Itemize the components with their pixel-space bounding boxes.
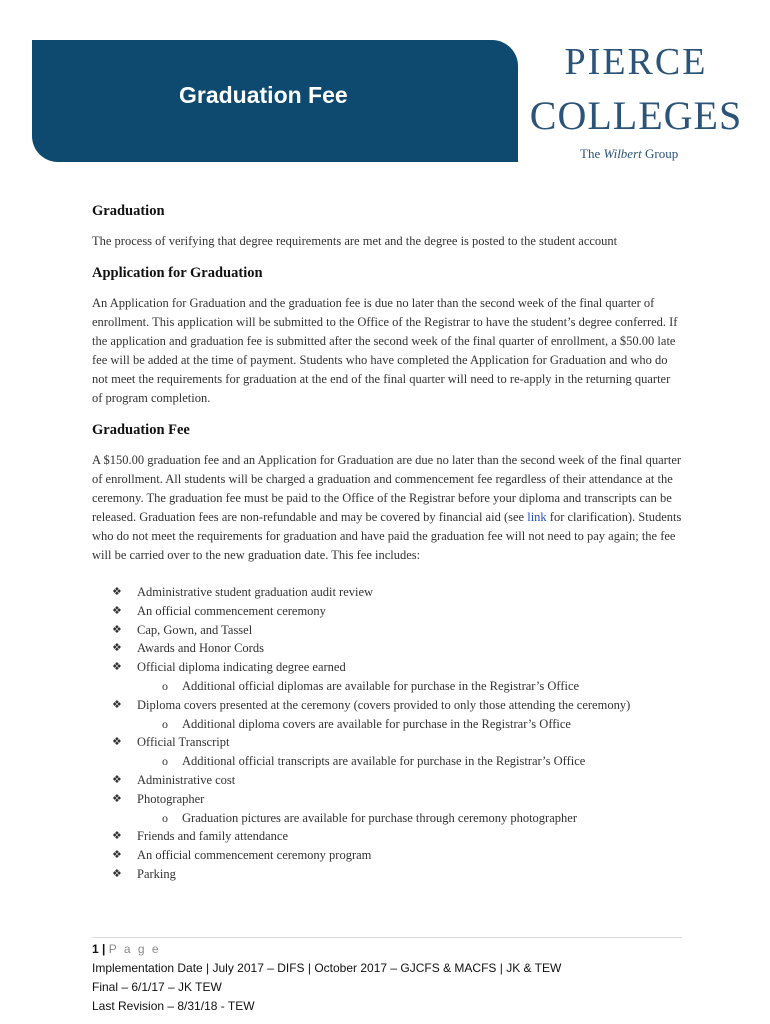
footer-last-revision: Last Revision – 8/31/18 - TEW bbox=[92, 999, 255, 1013]
sub-list-item: o Additional diploma covers are available for purchase in the Registrar’s Office bbox=[92, 715, 682, 734]
page-number: 1 bbox=[92, 942, 99, 956]
list-item: ❖ Administrative cost bbox=[92, 771, 682, 790]
circle-bullet-icon: o bbox=[162, 716, 168, 731]
diamond-bullet-icon: ❖ bbox=[112, 866, 122, 880]
financial-aid-link[interactable]: link bbox=[527, 510, 547, 524]
diamond-bullet-icon: ❖ bbox=[112, 848, 122, 862]
list-item: ❖ Friends and family attendance bbox=[92, 827, 682, 846]
circle-bullet-icon: o bbox=[162, 754, 168, 769]
pierce-colleges-logo bbox=[522, 38, 750, 166]
diamond-bullet-icon: ❖ bbox=[112, 772, 122, 786]
diamond-bullet-icon: ❖ bbox=[112, 622, 122, 636]
page-label: P a g e bbox=[108, 942, 161, 956]
list-item: ❖ An official commencement ceremony program bbox=[92, 846, 682, 865]
list-item: ❖ Official Transcript bbox=[92, 733, 682, 752]
list-item: ❖ Photographer bbox=[92, 790, 682, 809]
logo-group: Group bbox=[645, 146, 679, 161]
diamond-bullet-icon: ❖ bbox=[112, 829, 122, 843]
sub-list-item: o Additional official diplomas are available for purchase in the Registrar’s Office bbox=[92, 677, 682, 696]
page-separator: | bbox=[102, 942, 106, 956]
diamond-bullet-icon: ❖ bbox=[112, 791, 122, 805]
list-item: ❖ Awards and Honor Cords bbox=[92, 639, 682, 658]
logo-the: The bbox=[580, 146, 601, 161]
diamond-bullet-icon: ❖ bbox=[112, 660, 122, 674]
diamond-bullet-icon: ❖ bbox=[112, 697, 122, 711]
fee-includes-list bbox=[92, 583, 682, 884]
logo-line-colleges: COLLEGES bbox=[529, 93, 743, 138]
footer-implementation-date: Implementation Date | July 2017 – DIFS | October 2017 – GJCFS & MACFS | JK & TEW bbox=[92, 961, 562, 975]
fee-text-part1: A $150.00 graduation fee and an Application for Graduation are due no later than the second week of the final quarter of enrollment. All students will be charged a graduation and commencement fee regardless of their attendance at the ceremony. The graduation fee must be paid to the Office of the Registrar before your diploma and transcripts can be released. Graduation fees are non-refundable and may be covered by financial aid (see bbox=[92, 453, 682, 524]
list-item: ❖ Parking bbox=[92, 865, 682, 884]
section-body-application: An Application for Graduation and the graduation fee is due no later than the second week of the final quarter of enrollment. This application will be submitted to the Office of the Registrar to have the student’s degree conferred. If the application and graduation fee is submitted after the second week of the final quarter of enrollment, a $50.00 late fee will be added at the time of payment. Students who have completed the Application for Graduation and who do not meet the requirements for graduation at the end of the final quarter will need to re-apply in the returning quarter of program completion. bbox=[92, 296, 678, 405]
page-number-line bbox=[92, 940, 561, 959]
list-item: ❖ An official commencement ceremony bbox=[92, 602, 682, 621]
list-item: ❖ Official diploma indicating degree earned bbox=[92, 658, 682, 677]
circle-bullet-icon: o bbox=[162, 810, 168, 825]
document-body bbox=[92, 203, 682, 884]
footer-final: Final – 6/1/17 – JK TEW bbox=[92, 980, 222, 994]
list-item: ❖ Administrative student graduation audit review bbox=[92, 583, 682, 602]
diamond-bullet-icon: ❖ bbox=[112, 641, 122, 655]
page-title: Graduation Fee bbox=[179, 82, 348, 108]
circle-bullet-icon: o bbox=[162, 678, 168, 693]
page-footer bbox=[92, 940, 561, 1016]
sub-list-item: o Additional official transcripts are available for purchase in the Registrar’s Office bbox=[92, 752, 682, 771]
list-item: ❖ Diploma covers presented at the ceremony (covers provided to only those attending the ceremony) bbox=[92, 696, 682, 715]
section-body-graduation: The process of verifying that degree requirements are met and the degree is posted to the student account bbox=[92, 234, 618, 248]
footer-divider bbox=[92, 937, 682, 938]
section-body-graduation-fee bbox=[92, 451, 682, 565]
section-heading-graduation: Graduation bbox=[92, 203, 165, 219]
section-heading-application: Application for Graduation bbox=[92, 265, 263, 281]
section-heading-graduation-fee: Graduation Fee bbox=[92, 422, 190, 438]
logo-tagline bbox=[580, 146, 678, 162]
diamond-bullet-icon: ❖ bbox=[112, 603, 122, 617]
sub-list-item: o Graduation pictures are available for purchase through ceremony photographer bbox=[92, 809, 682, 828]
fee-text-part2: for clarification). Students who do not meet the requirements for graduation and have paid the graduation fee will not need to pay again; the fee will be carried over to the new graduation date. This fee includes: bbox=[92, 510, 682, 562]
logo-script: Wilbert bbox=[603, 146, 642, 161]
logo-line-pierce: PIERCE bbox=[564, 41, 708, 83]
diamond-bullet-icon: ❖ bbox=[112, 735, 122, 749]
list-item: ❖ Cap, Gown, and Tassel bbox=[92, 621, 682, 640]
diamond-bullet-icon: ❖ bbox=[112, 585, 122, 598]
